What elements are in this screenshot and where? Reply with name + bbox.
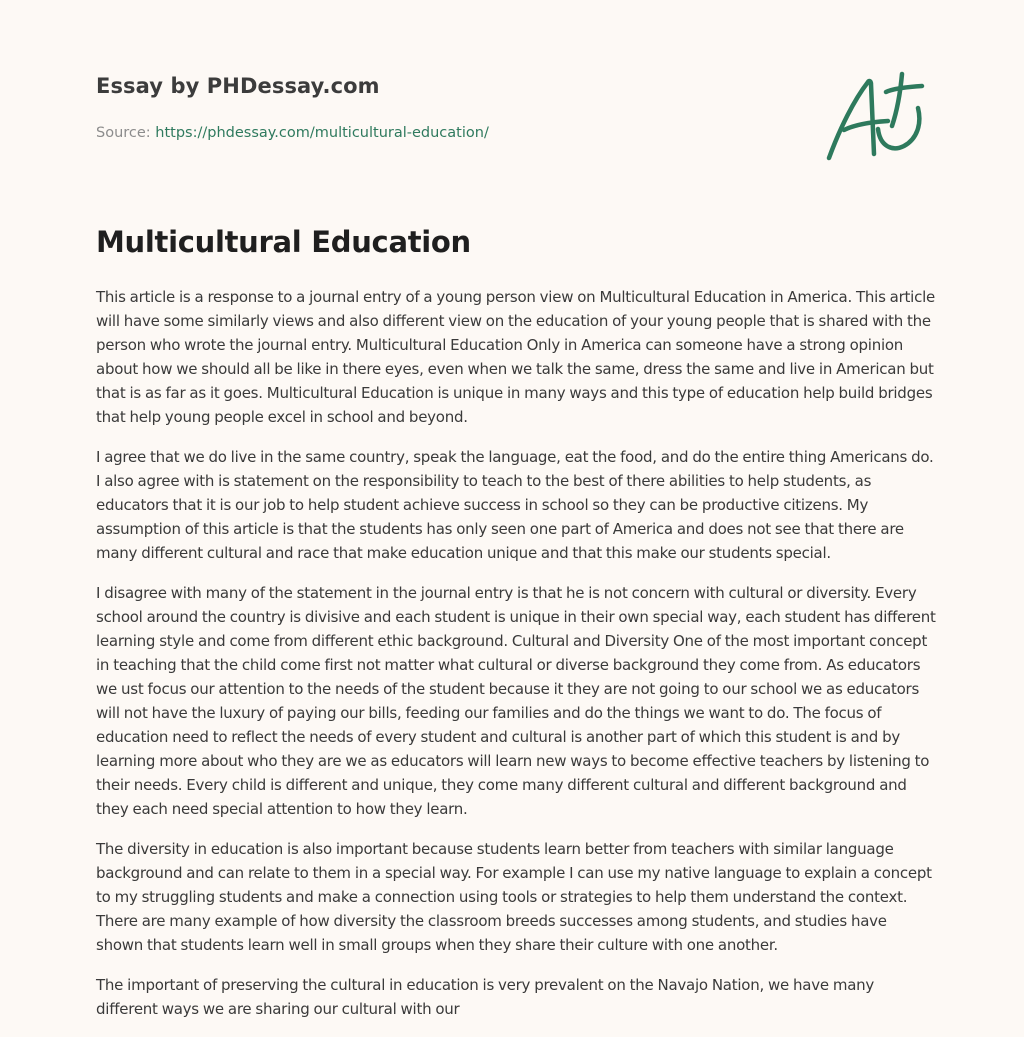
essay-paragraph: I disagree with many of the statement in the journal entry is that he is not concern with cultural or diversity. Every school around the country is divisive and each student is unique in their own special way, each student has different learning style and come from different ethic background. Cultural and Diversity One of the most important concept in teaching that the child come first not matter what cultural or diverse background they come from. As educators we ust focus our attention to the needs of the student because it they are not going to our school we as educators will not have the luxury of paying our bills, feeding our families and do the things we want to do. The focus of education need to reflect the needs of every student and cultural is another part of which this student is and by learning more about who they are we as educators will learn new ways to become effective teachers by listening to their needs. Every child is different and unique, they come many different cultural and different background and they each need special attention to how they learn. (96, 584, 936, 818)
essay-header (96, 74, 928, 141)
source-label: Source: (96, 125, 151, 141)
essay-title: Multicultural Education (96, 225, 471, 259)
site-brand: Essay by PHDessay.com (96, 74, 380, 98)
essay-paragraph: This article is a response to a journal entry of a young person view on Multicultural Education in America. This article will have some similarly views and also different view on the education of your young people that is shared with the person who wrote the journal entry. Multicultural Education Only in America can someone have a strong opinion about how we should all be like in there eyes, even when we talk the same, dress the same and live in American but that is as far as it goes. Multicultural Education is unique in many ways and this type of education help build bridges that help young people excel in school and beyond. (96, 288, 935, 426)
source-line (96, 125, 489, 141)
essay-paragraph: The diversity in education is also important because students learn better from teachers with similar language background and can relate to them in a special way. For example I can use my native language to explain a concept to my struggling students and make a connection using tools or strategies to help them understand the context. There are many example of how diversity the classroom breeds successes among students, and studies have shown that students learn well in small groups when they share their culture with one another. (96, 840, 932, 954)
essay-body (96, 285, 936, 1037)
source-link[interactable]: https://phdessay.com/multicultural-education/ (155, 125, 489, 141)
essay-paragraph: The important of preserving the cultural in education is very prevalent on the Navajo Nation, we have many different ways we are sharing our cultural with our (96, 976, 875, 1018)
a-plus-grade-icon (822, 66, 928, 166)
essay-paragraph: I agree that we do live in the same country, speak the language, eat the food, and do the entire thing Americans do. I also agree with is statement on the responsibility to teach to the best of there abilities to help students, as educators that it is our job to help student achieve success in school so they can be productive citizens. My assumption of this article is that the students has only seen one part of America and does not see that there are many different cultural and race that make education unique and that this make our students special. (96, 448, 934, 562)
